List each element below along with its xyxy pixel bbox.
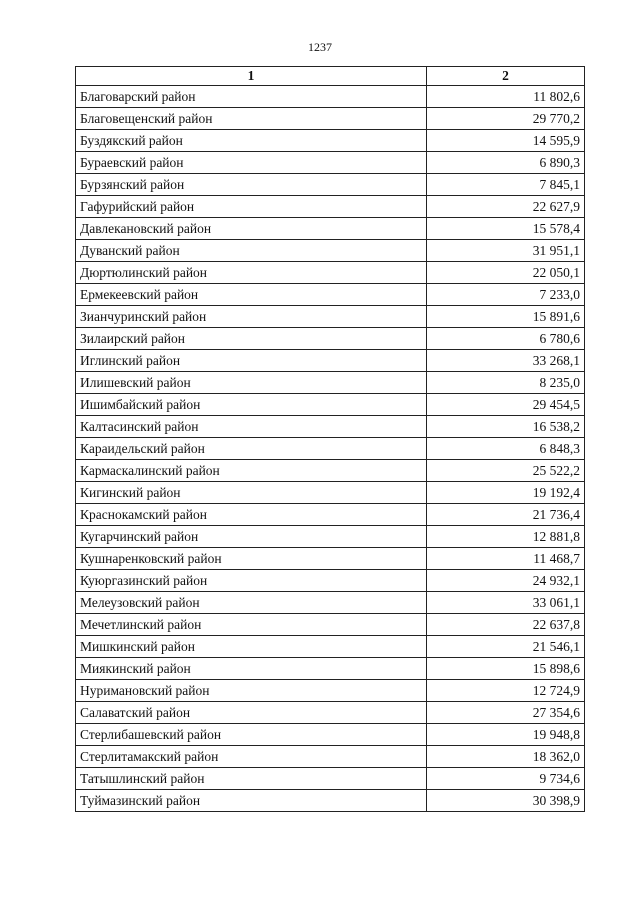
table-row: [76, 504, 585, 526]
table-row: [76, 306, 585, 328]
table-row: [76, 724, 585, 746]
district-name-cell: Благоварский район: [76, 86, 427, 108]
amount-cell: 18 362,0: [427, 746, 585, 768]
district-name-cell: Краснокамский район: [76, 504, 427, 526]
district-name-cell: Илишевский район: [76, 372, 427, 394]
amount-cell: 8 235,0: [427, 372, 585, 394]
table-row: [76, 746, 585, 768]
amount-cell: 7 845,1: [427, 174, 585, 196]
table-row: [76, 86, 585, 108]
table-row: [76, 570, 585, 592]
table-row: [76, 152, 585, 174]
district-name-cell: Нуримановский район: [76, 680, 427, 702]
page-number: 1237: [308, 40, 332, 54]
amount-cell: 27 354,6: [427, 702, 585, 724]
district-name-cell: Ермекеевский район: [76, 284, 427, 306]
amount-cell: 33 268,1: [427, 350, 585, 372]
amount-cell: 30 398,9: [427, 790, 585, 812]
amount-cell: 25 522,2: [427, 460, 585, 482]
table-row: [76, 174, 585, 196]
district-name-cell: Салаватский район: [76, 702, 427, 724]
district-name-cell: Зианчуринский район: [76, 306, 427, 328]
amount-cell: 7 233,0: [427, 284, 585, 306]
district-name-cell: Мишкинский район: [76, 636, 427, 658]
table-row: [76, 108, 585, 130]
district-name-cell: Бураевский район: [76, 152, 427, 174]
table-row: [76, 790, 585, 812]
column-header-1: 1: [76, 67, 427, 86]
district-name-cell: Ишимбайский район: [76, 394, 427, 416]
table-row: [76, 592, 585, 614]
district-name-cell: Куюргазинский район: [76, 570, 427, 592]
table-row: [76, 460, 585, 482]
amount-cell: 29 770,2: [427, 108, 585, 130]
column-header-2: 2: [427, 67, 585, 86]
amount-cell: 15 891,6: [427, 306, 585, 328]
amount-cell: 12 881,8: [427, 526, 585, 548]
amount-cell: 6 848,3: [427, 438, 585, 460]
amount-cell: 16 538,2: [427, 416, 585, 438]
table-row: [76, 196, 585, 218]
district-name-cell: Дюртюлинский район: [76, 262, 427, 284]
table-row: [76, 284, 585, 306]
amount-cell: 22 050,1: [427, 262, 585, 284]
district-name-cell: Туймазинский район: [76, 790, 427, 812]
amount-cell: 15 578,4: [427, 218, 585, 240]
district-name-cell: Бурзянский район: [76, 174, 427, 196]
table-row: [76, 372, 585, 394]
district-name-cell: Кармаскалинский район: [76, 460, 427, 482]
amount-cell: 6 890,3: [427, 152, 585, 174]
table-row: [76, 130, 585, 152]
district-name-cell: Калтасинский район: [76, 416, 427, 438]
district-name-cell: Иглинский район: [76, 350, 427, 372]
table-row: [76, 636, 585, 658]
table-row: [76, 218, 585, 240]
table-body: [76, 86, 585, 812]
district-name-cell: Караидельский район: [76, 438, 427, 460]
table-row: [76, 438, 585, 460]
table-row: [76, 262, 585, 284]
amount-cell: 22 627,9: [427, 196, 585, 218]
amount-cell: 11 802,6: [427, 86, 585, 108]
table-row: [76, 614, 585, 636]
table-row: [76, 416, 585, 438]
district-name-cell: Благовещенский район: [76, 108, 427, 130]
district-name-cell: Стерлитамакский район: [76, 746, 427, 768]
district-name-cell: Кугарчинский район: [76, 526, 427, 548]
table-row: [76, 526, 585, 548]
district-name-cell: Гафурийский район: [76, 196, 427, 218]
district-name-cell: Татышлинский район: [76, 768, 427, 790]
district-name-cell: Стерлибашевский район: [76, 724, 427, 746]
table-row: [76, 680, 585, 702]
district-table: [75, 66, 585, 812]
table-row: [76, 702, 585, 724]
amount-cell: 22 637,8: [427, 614, 585, 636]
amount-cell: 15 898,6: [427, 658, 585, 680]
amount-cell: 21 736,4: [427, 504, 585, 526]
amount-cell: 11 468,7: [427, 548, 585, 570]
table-row: [76, 350, 585, 372]
table-row: [76, 658, 585, 680]
table-row: [76, 328, 585, 350]
amount-cell: 19 192,4: [427, 482, 585, 504]
amount-cell: 12 724,9: [427, 680, 585, 702]
district-name-cell: Кигинский район: [76, 482, 427, 504]
amount-cell: 31 951,1: [427, 240, 585, 262]
table-row: [76, 548, 585, 570]
amount-cell: 24 932,1: [427, 570, 585, 592]
amount-cell: 9 734,6: [427, 768, 585, 790]
amount-cell: 21 546,1: [427, 636, 585, 658]
amount-cell: 19 948,8: [427, 724, 585, 746]
table-row: [76, 768, 585, 790]
district-name-cell: Буздякский район: [76, 130, 427, 152]
district-name-cell: Мечетлинский район: [76, 614, 427, 636]
amount-cell: 6 780,6: [427, 328, 585, 350]
amount-cell: 14 595,9: [427, 130, 585, 152]
amount-cell: 33 061,1: [427, 592, 585, 614]
district-name-cell: Дуванский район: [76, 240, 427, 262]
table-header-row: [76, 67, 585, 86]
district-name-cell: Кушнаренковский район: [76, 548, 427, 570]
district-name-cell: Зилаирский район: [76, 328, 427, 350]
table-row: [76, 394, 585, 416]
district-name-cell: Мелеузовский район: [76, 592, 427, 614]
district-name-cell: Миякинский район: [76, 658, 427, 680]
district-name-cell: Давлекановский район: [76, 218, 427, 240]
table-row: [76, 482, 585, 504]
table-row: [76, 240, 585, 262]
amount-cell: 29 454,5: [427, 394, 585, 416]
